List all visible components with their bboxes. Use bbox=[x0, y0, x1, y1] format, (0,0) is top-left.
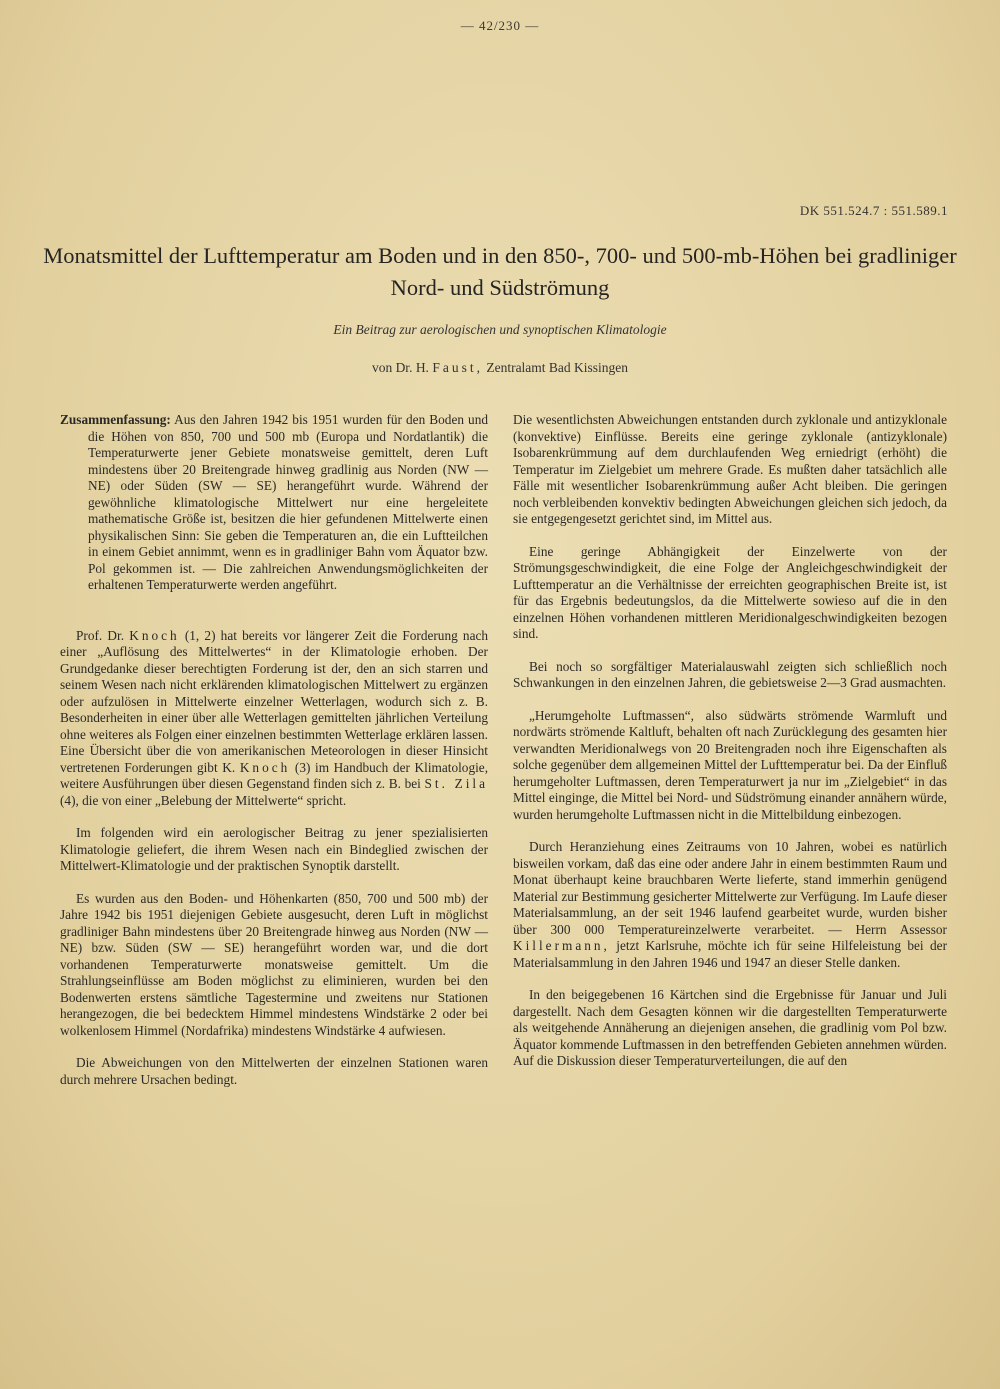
article-subtitle: Ein Beitrag zur aerologischen und synoptischen Klimatologie bbox=[333, 322, 667, 337]
body-paragraph: Eine geringe Abhängigkeit der Einzelwerte von der Strömungsgeschwindigkeit, die eine Folge der Angleichgeschwindigkeit der Lufttemperatur an die Verhältnisse der erreichten geographischen Breite ist, ist für das Ergebnis bedeutungslos, da die Mittelwerte sowieso auf die in den einzelnen Höhen vorhandenen mittleren Meridionalgeschwindigkeiten bezogen sind. bbox=[513, 543, 947, 641]
author-name: Faust, bbox=[432, 360, 483, 375]
body-paragraph bbox=[60, 628, 488, 810]
cited-author: Knoch bbox=[129, 627, 180, 643]
cited-person: Killermann, bbox=[513, 938, 610, 953]
body-paragraph: Im folgenden wird ein aerologischer Beitrag zu jener spezialisierten Klimatologie geliefert, die ihrem Wesen nach ein Bindeglied zwischen der Mittelwert-Klimatologie und der praktischen Synoptik darstellt. bbox=[60, 825, 488, 873]
author-prefix: von Dr. H. bbox=[371, 360, 429, 375]
author-affiliation: Zentralamt Bad Kissingen bbox=[486, 360, 629, 375]
left-column bbox=[60, 412, 488, 1104]
text-run: (1, 2) hat bereits vor längerer Zeit die Forderung nach einer „Auflösung des Mittelwertes“ in der Klimatologie erhoben. Der Grundgedanke dieser berechtigten Forderung ist der, den an sich starren und seinem Wesen nach nicht erklärenden klimatologischen Mittelwert zu ergänzen oder aufzulösen in Mittelwerte einzelner Wetterlagen, wodurch sich z. B. Besonderheiten in einer über alle Wetterlagen gemittelten jährlichen Verteilung ohne weiteres als Folgen einer einzelnen bestimmten Wetterlage erklären lassen. Eine Übersicht über die von amerikanischen Meteorologen in dieser Hinsicht vertretenen Forderungen gibt K. bbox=[60, 627, 489, 775]
body-paragraph bbox=[513, 839, 947, 971]
text-run: Prof. Dr. bbox=[76, 627, 125, 643]
abstract-text: Aus den Jahren 1942 bis 1951 wurden für den Boden und die Höhen von 850, 700 und 500 mb (Europa und Nordatlantik) die Temperaturwerte jener Gebiete monatsweise gemittelt, deren Luft mindestens über 20 Breitengrade hinweg gradlinig aus Norden (NW — NE) oder Süden (SW — SE) herangeführt wurde. Während der gewöhnliche klimatologische Mittelwert nur eine hergeleitete mathematische Größe ist, besitzen die hier gefundenen Mittelwerte einen physikalischen Sinn: Sie geben die Temperaturen an, die ein Luftteilchen in einem Gebiet annimmt, wenn es in gradliniger Bahn vom Äquator bzw. Pol gekommen ist. — Die zahlreichen Anwendungsmöglichkeiten der erhaltenen Temperaturwerte werden angeführt. bbox=[88, 412, 488, 592]
text-run: jetzt Karlsruhe, möchte ich für seine Hilfeleistung bei der Materialsammlung in den Jahren 1946 und 1947 an dieser Stelle danken. bbox=[513, 938, 947, 970]
body-paragraph: „Herumgeholte Luftmassen“, also südwärts strömende Warmluft und nordwärts strömende Kaltluft, behalten oft nach Zurücklegung des gesamten hier verwandten Meridionalwegs von 20 Breitengraden noch ihre Eigenschaften als solche gegenüber dem allgemeinen Mittel der Lufttemperatur bei. Da der Einfluß herumgeholter Luftmassen, deren Temperaturwert ja nur im „Zielgebiet“ in das Mittel einginge, die Mittel bei Nord- und Südströmung einander annähern würde, wurden herumgeholte Luftmassen nicht in die Mittelbildung einbezogen. bbox=[513, 707, 947, 822]
author-line bbox=[0, 360, 1000, 376]
text-run: Durch Heranziehung eines Zeitraums von 10 Jahren, wobei es natürlich bisweilen vorkam, daß das eine oder andere Jahr in einem bestimmten Raum und Monat überhaupt keine brauchbaren Werte lieferte, stand immerhin genügend Material zur Bestimmung gesicherter Mittelwerte zur Verfügung. Im Laufe dieser Materialsammlung, an der seit 1946 laufend gearbeitet wurde, wurden bisher über 300 000 Temperatureinzelwerte verarbeitet. — Herrn Assessor bbox=[513, 839, 947, 937]
article-title: Monatsmittel der Lufttemperatur am Boden und in den 850-, 700- und 500-mb-Höhen bei gradliniger Nord- und Südströmung bbox=[43, 243, 957, 300]
abstract-label: Zusammenfassung: bbox=[60, 412, 171, 427]
cited-author: St. Zila bbox=[424, 776, 489, 791]
body-paragraph: Es wurden aus den Boden- und Höhenkarten (850, 700 und 500 mb) der Jahre 1942 bis 1951 diejenigen Gebiete ausgesucht, deren Luft in möglichst gradliniger Bahn mindestens über 20 Breitengrade hinweg aus Norden (NW — NE) bzw. Süden (SW — SE) herangeführt worden war, und die dort vorhandenen Temperaturwerte monatsweise gemittelt. Um die Strahlungseinflüsse am Boden möglichst zu eliminieren, wurden bei den Bodenwerten erstens sämtliche Tagestermine und zweitens nur Stationen herangezogen, die bei bedecktem Himmel mindestens Windstärke 2 oder bei wolkenlosem Himmel (Nordafrika) mindestens Windstärke 4 aufwiesen. bbox=[60, 890, 488, 1038]
classification-code: DK 551.524.7 : 551.589.1 bbox=[799, 203, 948, 218]
body-paragraph: In den beigegebenen 16 Kärtchen sind die Ergebnisse für Januar und Juli dargestellt. Nach dem Gesagten können wir die dargestellten Temperaturwerte als weitgehende Annäherung an diejenigen ansehen, die gradlinig vom Pol bzw. Äquator kommende Luftmassen in den betreffenden Gebieten annehmen würden. Auf die Diskussion dieser Temperaturverteilungen, die auf den bbox=[513, 987, 947, 1068]
page-number: — 42/230 — bbox=[460, 18, 540, 33]
text-run: (3) im Handbuch der Klimatologie, weitere Ausführungen über diesen Gegenstand finden sich z. B. bei bbox=[60, 759, 489, 791]
cited-author: Knoch bbox=[239, 759, 291, 775]
right-column bbox=[513, 412, 947, 1086]
abstract bbox=[60, 412, 488, 594]
body-paragraph: Die wesentlichsten Abweichungen entstanden durch zyklonale und antizyklonale (konvektive) Einflüsse. Bereits eine geringe zyklonale (antizyklonale) Isobarenkrümmung auf dem durchlaufenden Weg erniedrigt (erhöht) die Temperatur im Zielgebiet um mehrere Grade. Es mußten daher tatsächlich alle Fälle mit wesentlicher Isobarenkrümmung außer Acht bleiben. Die geringen noch verbleibenden konvektiv bedingten Abweichungen gleichen sich jedoch, da sie entgegengesetzt gerichtet sind, im Mittel aus. bbox=[513, 412, 947, 526]
text-run: (4), die von einer „Belebung der Mittelwerte“ spricht. bbox=[60, 792, 347, 808]
body-paragraph: Bei noch so sorgfältiger Materialauswahl zeigten sich schließlich noch Schwankungen in den einzelnen Jahren, die gebietsweise 2—3 Grad ausmachten. bbox=[513, 658, 947, 690]
body-paragraph: Die Abweichungen von den Mittelwerten der einzelnen Stationen waren durch mehrere Ursachen bedingt. bbox=[60, 1055, 488, 1087]
